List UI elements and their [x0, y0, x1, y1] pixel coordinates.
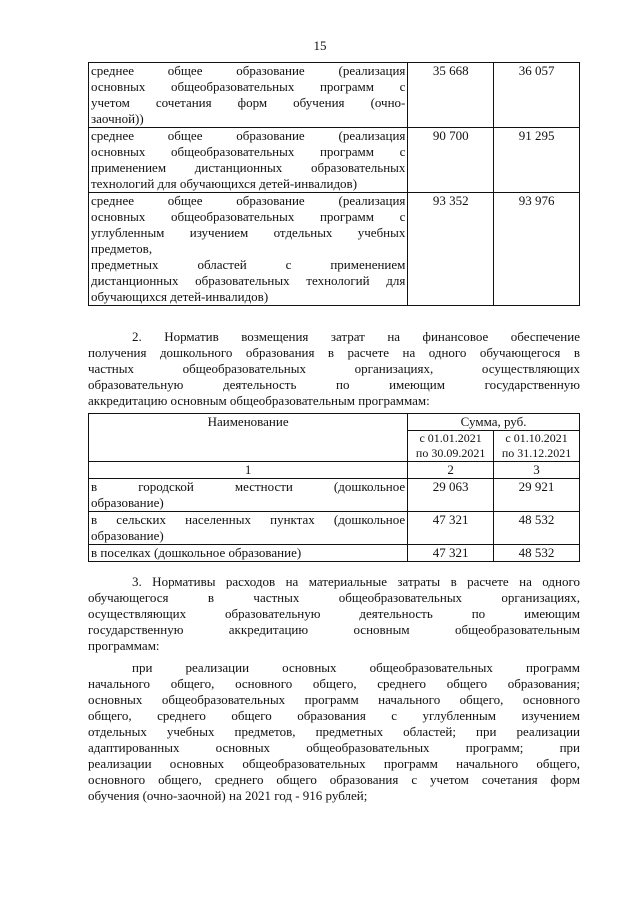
table2-value-v1: 47 321: [408, 512, 494, 545]
header-name: Наименование: [89, 414, 408, 462]
label-line: заочной)): [91, 111, 144, 126]
label-line: дистанционных образовательных технологий для: [91, 273, 406, 288]
col-num-3: 3: [494, 462, 580, 479]
paragraph-line: частных общеобразовательных организациях, осуществляющих: [88, 361, 580, 376]
label-line: образование): [91, 528, 164, 543]
table1-value-v1: 93 352: [408, 193, 494, 306]
table1-value-v2: 36 057: [494, 63, 580, 128]
label-line: предметных областей с применением: [91, 257, 406, 272]
table2-value-v1: 47 321: [408, 545, 494, 562]
paragraph-line: обучения (очно-заочной) на 2021 год - 916 рублей;: [88, 788, 368, 803]
label-line: технологий для обучающихся детей-инвалидов): [91, 176, 358, 191]
paragraph-line: 3. Нормативы расходов на материальные затраты в расчете на одного: [132, 574, 580, 589]
paragraph-line: осуществляющих образовательную деятельность по имеющим: [88, 606, 580, 621]
table2-value-v1: 29 063: [408, 479, 494, 512]
label-line: образование): [91, 495, 164, 510]
table1-value-v2: 93 976: [494, 193, 580, 306]
label-line: среднее общее образование (реализация: [91, 128, 406, 143]
table2-value-v2: 48 532: [494, 545, 580, 562]
paragraph-line: реализации основных общеобразовательных программ начального общего,: [88, 756, 580, 771]
paragraph-line: образовательную деятельность по имеющим государственную: [88, 377, 580, 392]
label-line: применением дистанционных образовательных: [91, 160, 406, 175]
paragraph-line: получения дошкольного образования в расчете на одного обучающегося в: [88, 345, 580, 360]
label-line: основных общеобразовательных программ с: [91, 209, 406, 224]
table-row: [89, 193, 580, 306]
header-period-2: с 01.10.2021 по 31.12.2021: [494, 431, 580, 462]
label-line: основных общеобразовательных программ с: [91, 144, 406, 159]
table1-value-v1: 90 700: [408, 128, 494, 193]
label-line: основных общеобразовательных программ с: [91, 79, 406, 94]
header-period-1: с 01.01.2021 по 30.09.2021: [408, 431, 494, 462]
label-line: в поселках (дошкольное образование): [91, 545, 302, 560]
paragraph-line: государственную аккредитацию основным общеобразовательным: [88, 622, 580, 637]
label-line: учетом сочетания форм обучения (очно-: [91, 95, 406, 110]
paragraph-line: начального общего, основного общего, среднего общего образования;: [88, 676, 580, 691]
table-row: [89, 63, 580, 128]
paragraph-line: основного общего, среднего общего образования с учетом сочетания форм: [88, 772, 580, 787]
table2-value-v2: 29 921: [494, 479, 580, 512]
paragraph-line: основных общеобразовательных программ начального общего, основного: [88, 692, 580, 707]
paragraph-line: 2. Норматив возмещения затрат на финансовое обеспечение: [132, 329, 580, 344]
table-row: [89, 512, 580, 545]
label-line: предметов,: [91, 241, 153, 256]
paragraph-2: [88, 329, 580, 409]
table1-value-v2: 91 295: [494, 128, 580, 193]
label-line: среднее общее образование (реализация: [91, 193, 406, 208]
label-line: в сельских населенных пунктах (дошкольное: [91, 512, 406, 527]
page-number: 15: [313, 38, 327, 53]
table-row: [89, 479, 580, 512]
paragraph-line: программам:: [88, 638, 160, 653]
paragraph-3: [88, 574, 580, 654]
table-row: [89, 545, 580, 562]
col-num-2: 2: [408, 462, 494, 479]
table1-row-label: [89, 63, 408, 128]
label-line: среднее общее образование (реализация: [91, 63, 406, 78]
header-sum: Сумма, руб.: [408, 414, 580, 431]
col-num-1: 1: [89, 462, 408, 479]
paragraph-line: при реализации основных общеобразовательных программ: [132, 660, 580, 675]
table1-row-label: [89, 193, 408, 306]
table2-value-v2: 48 532: [494, 512, 580, 545]
table2-row-label: [89, 545, 408, 562]
table-row: [89, 128, 580, 193]
label-line: в городской местности (дошкольное: [91, 479, 406, 494]
table2-row-label: [89, 479, 408, 512]
paragraph-4: [88, 660, 580, 804]
paragraph-line: общего, среднего общего образования с углубленным изучением: [88, 708, 580, 723]
paragraph-line: обучающегося в частных общеобразовательных организациях,: [88, 590, 580, 605]
label-line: углубленным изучением отдельных учебных: [91, 225, 406, 240]
table1-row-label: [89, 128, 408, 193]
costs-table-general-education: [88, 62, 580, 306]
paragraph-line: отдельных учебных предметов, предметных областей; при реализации: [88, 724, 580, 739]
paragraph-line: адаптированных основных общеобразовательных программ; при: [88, 740, 580, 755]
label-line: обучающихся детей-инвалидов): [91, 289, 269, 304]
table1-value-v1: 35 668: [408, 63, 494, 128]
paragraph-line: аккредитацию основным общеобразовательным программам:: [88, 393, 430, 408]
costs-table-preschool: [88, 413, 580, 562]
table2-row-label: [89, 512, 408, 545]
